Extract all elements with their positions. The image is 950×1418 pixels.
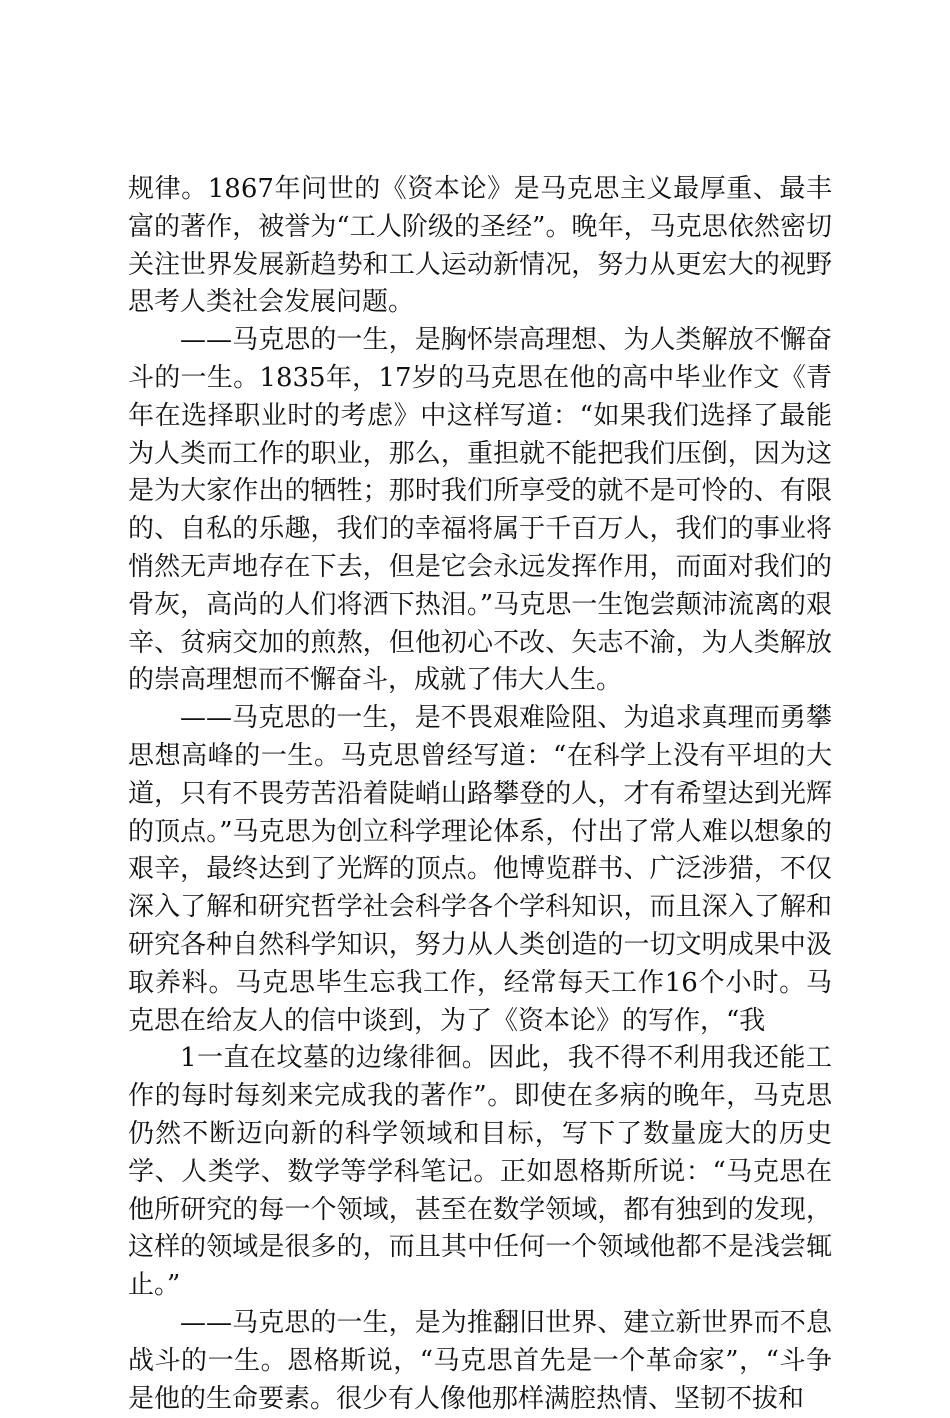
paragraph-2: ——马克思的一生，是胸怀崇高理想、为人类解放不懈奋斗的一生。1835年，17岁的马克思在他的高中毕业作文《青年在选择职业时的考虑》中这样写道：“如果我们选择了最能为人类而工作的职业，那么，重担就不能把我们压倒，因为这是为大家作出的牺牲；那时我们所享受的就不是可怜的、有限的、自私的乐趣，我们的幸福将属于千百万人，我们的事业将悄然无声地存在下去，但是它会永远发挥作用，而面对我们的骨灰，高尚的人们将洒下热泪。”马克思一生饱尝颠沛流离的艰辛、贫病交加的煎熬，但他初心不改、矢志不渝，为人类解放的崇高理想而不懈奋斗，成就了伟大人生。 — [128, 325, 832, 696]
document-body — [128, 171, 832, 1418]
paragraph-3: ——马克思的一生，是不畏艰难险阻、为追求真理而勇攀思想高峰的一生。马克思曾经写道：“在科学上没有平坦的大道，只有不畏劳苦沿着陡峭山路攀登的人，才有希望达到光辉的顶点。”马克思为创立科学理论体系，付出了常人难以想象的艰辛，最终达到了光辉的顶点。他博览群书、广泛涉猎，不仅深入了解和研究哲学社会科学各个学科知识，而且深入了解和研究各种自然科学知识，努力从人类创造的一切文明成果中汲取养料。马克思毕生忘我工作，经常每天工作16个小时。马克思在给友人的信中谈到，为了《资本论》的写作，“我 — [128, 703, 832, 1036]
paragraph-1: 规律。1867年问世的《资本论》是马克思主义最厚重、最丰富的著作，被誉为“工人阶级的圣经”。晚年，马克思依然密切关注世界发展新趋势和工人运动新情况，努力从更宏大的视野思考人类社会发展问题。 — [128, 174, 832, 318]
paragraph-4: 1一直在坟墓的边缘徘徊。因此，我不得不利用我还能工作的每时每刻来完成我的著作”。即使在多病的晚年，马克思仍然不断迈向新的科学领域和目标，写下了数量庞大的历史学、人类学、数学等学科笔记。正如恩格斯所说：“马克思在他所研究的每一个领域，甚至在数学领域，都有独到的发现，这样的领域是很多的，而且其中任何一个领域他都不是浅尝辄止。” — [128, 1043, 832, 1301]
paragraph-5: ——马克思的一生，是为推翻旧世界、建立新世界而不息战斗的一生。恩格斯说，“马克思首先是一个革命家”，“斗争是他的生命要素。很少有人像他那样满腔热情、坚韧不拔和 — [128, 1307, 832, 1414]
